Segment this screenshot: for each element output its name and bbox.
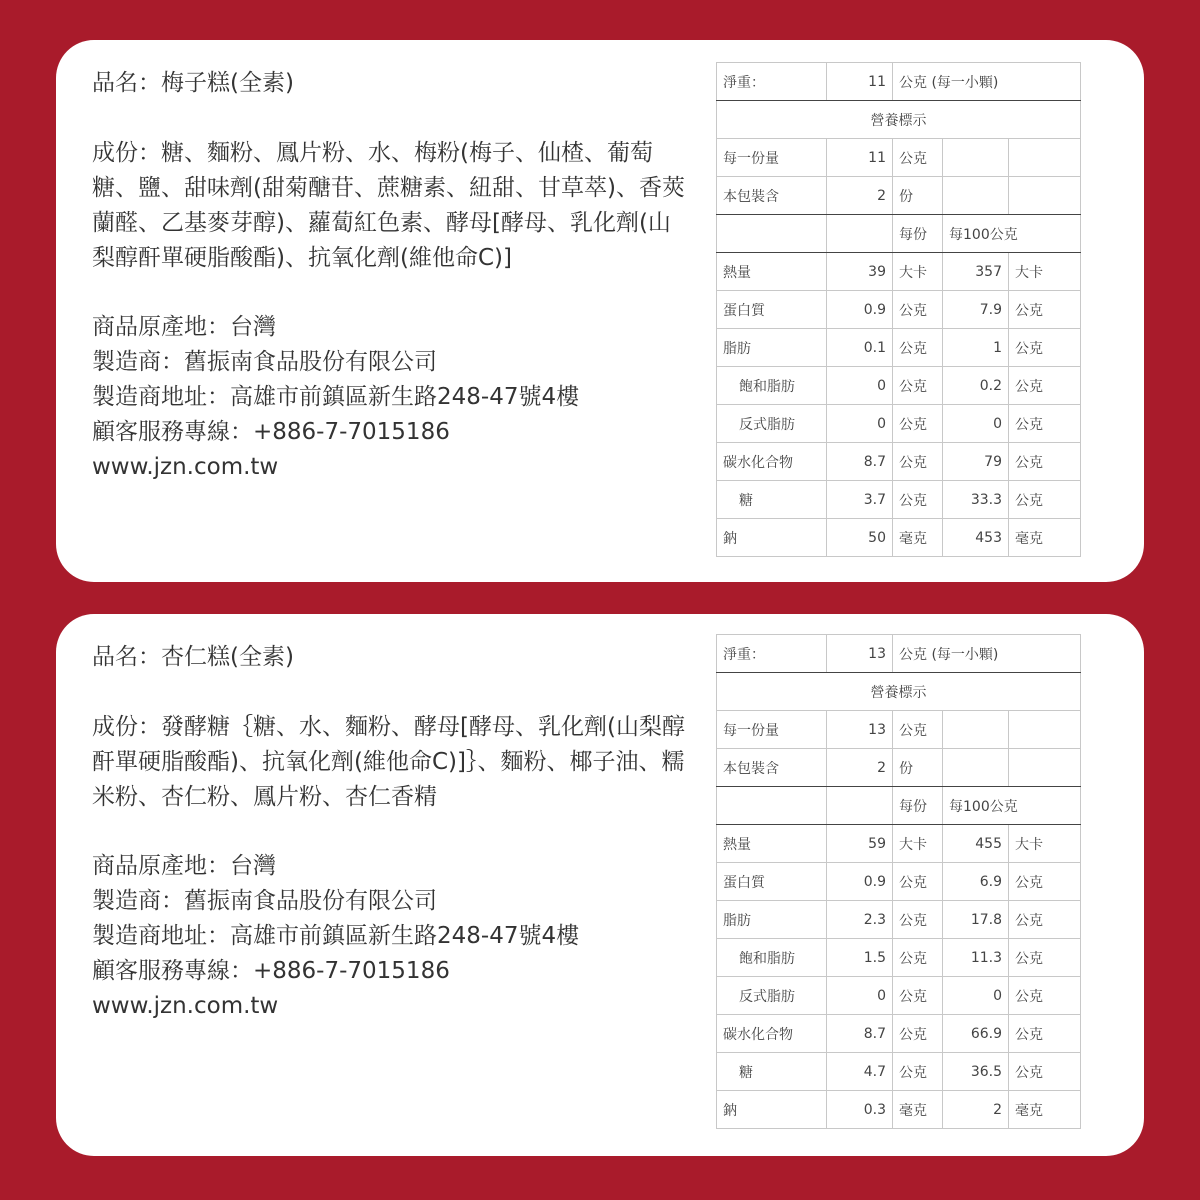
per-100g-unit: 公克 <box>1009 481 1081 519</box>
nutrient-row <box>717 977 1081 1015</box>
ingredients-text: 成份：糖、麵粉、鳳片粉、水、梅粉(梅子、仙楂、葡萄糖、鹽、甜味劑(甜菊醣苷、蔗糖素、紐甜、甘草萃)、香莢蘭醛、乙基麥芽醇)、蘿蔔紅色素、酵母[酵母、乳化劑(山梨醇酐單硬脂酸酯)、抗氧化劑(維他命C)] <box>92 140 685 271</box>
per-100g-value: 17.8 <box>943 901 1009 939</box>
empty-cell <box>943 177 1009 215</box>
nutrient-row <box>717 1053 1081 1091</box>
per-100g-value: 79 <box>943 443 1009 481</box>
per-serving-value: 0.1 <box>827 329 893 367</box>
serving-size-value: 11 <box>827 139 893 177</box>
per-100g-unit: 公克 <box>1009 291 1081 329</box>
serving-size-label: 每一份量 <box>717 139 827 177</box>
net-weight-unit: 公克 (每一小顆) <box>893 63 1081 101</box>
servings-per-pack-label: 本包裝含 <box>717 749 827 787</box>
per-serving-value: 0 <box>827 367 893 405</box>
nutrient-row <box>717 825 1081 863</box>
net-weight-value: 11 <box>827 63 893 101</box>
per-serving-unit: 公克 <box>893 863 943 901</box>
nutrient-row <box>717 901 1081 939</box>
nutrient-name: 碳水化合物 <box>717 443 827 481</box>
nutrient-row <box>717 291 1081 329</box>
servings-per-pack-unit: 份 <box>893 177 943 215</box>
serving-size-label: 每一份量 <box>717 711 827 749</box>
nutrition-heading: 營養標示 <box>717 673 1081 711</box>
nutrition-heading-row <box>717 101 1081 139</box>
per-serving-value: 0.3 <box>827 1091 893 1129</box>
per-serving-value: 0.9 <box>827 863 893 901</box>
nutrition-heading-row <box>717 673 1081 711</box>
per-100g-unit: 公克 <box>1009 863 1081 901</box>
empty-cell <box>1009 749 1081 787</box>
per-serving-unit: 公克 <box>893 901 943 939</box>
per-serving-value: 3.7 <box>827 481 893 519</box>
per-serving-value: 4.7 <box>827 1053 893 1091</box>
product-name: 品名：梅子糕(全素) <box>92 70 294 96</box>
nutrient-name: 鈉 <box>717 1091 827 1129</box>
nutrient-name: 熱量 <box>717 825 827 863</box>
nutrient-row <box>717 329 1081 367</box>
column-header-row <box>717 215 1081 253</box>
per-serving-value: 39 <box>827 253 893 291</box>
origin-text: 商品原產地：台灣 <box>92 853 276 879</box>
per-serving-value: 8.7 <box>827 443 893 481</box>
per-serving-unit: 公克 <box>893 367 943 405</box>
per-100g-value: 6.9 <box>943 863 1009 901</box>
per-100g-unit: 公克 <box>1009 1015 1081 1053</box>
per-100g-header: 每100公克 <box>943 215 1081 253</box>
nutrient-name: 飽和脂肪 <box>717 939 827 977</box>
empty-cell <box>827 215 893 253</box>
nutrient-name: 反式脂肪 <box>717 405 827 443</box>
serving-size-value: 13 <box>827 711 893 749</box>
nutrient-name: 蛋白質 <box>717 863 827 901</box>
nutrient-row <box>717 481 1081 519</box>
customer-hotline: 顧客服務專線：+886-7-7015186 <box>92 419 450 445</box>
per-serving-value: 59 <box>827 825 893 863</box>
net-weight-row <box>717 635 1081 673</box>
per-serving-value: 50 <box>827 519 893 557</box>
empty-cell <box>717 787 827 825</box>
per-100g-value: 11.3 <box>943 939 1009 977</box>
per-100g-value: 36.5 <box>943 1053 1009 1091</box>
per-100g-unit: 公克 <box>1009 977 1081 1015</box>
empty-cell <box>943 139 1009 177</box>
per-100g-unit: 公克 <box>1009 367 1081 405</box>
per-100g-value: 1 <box>943 329 1009 367</box>
per-serving-unit: 毫克 <box>893 1091 943 1129</box>
nutrient-row <box>717 519 1081 557</box>
servings-per-pack-row <box>717 749 1081 787</box>
nutrient-row <box>717 367 1081 405</box>
product-name: 品名：杏仁糕(全素) <box>92 644 294 670</box>
per-serving-unit: 公克 <box>893 1053 943 1091</box>
per-serving-unit: 公克 <box>893 443 943 481</box>
product-info <box>92 64 692 485</box>
origin-text: 商品原產地：台灣 <box>92 314 276 340</box>
nutrient-row <box>717 443 1081 481</box>
empty-cell <box>1009 177 1081 215</box>
manufacturer-text: 製造商：舊振南食品股份有限公司 <box>92 349 437 375</box>
per-100g-unit: 公克 <box>1009 1053 1081 1091</box>
manufacturer-text: 製造商：舊振南食品股份有限公司 <box>92 888 437 914</box>
per-100g-value: 0 <box>943 977 1009 1015</box>
per-serving-value: 2.3 <box>827 901 893 939</box>
product-card-almond-cake <box>56 614 1144 1156</box>
net-weight-unit: 公克 (每一小顆) <box>893 635 1081 673</box>
net-weight-label: 淨重： <box>717 635 827 673</box>
nutrient-name: 蛋白質 <box>717 291 827 329</box>
product-card-plum-cake <box>56 40 1144 582</box>
nutrient-name: 脂肪 <box>717 329 827 367</box>
serving-size-unit: 公克 <box>893 711 943 749</box>
nutrient-row <box>717 253 1081 291</box>
per-100g-unit: 公克 <box>1009 443 1081 481</box>
net-weight-label: 淨重： <box>717 63 827 101</box>
per-100g-value: 33.3 <box>943 481 1009 519</box>
per-serving-unit: 公克 <box>893 939 943 977</box>
per-serving-header: 每份 <box>893 215 943 253</box>
website-link[interactable]: www.jzn.com.tw <box>92 454 279 480</box>
servings-per-pack-label: 本包裝含 <box>717 177 827 215</box>
per-serving-value: 1.5 <box>827 939 893 977</box>
nutrient-name: 熱量 <box>717 253 827 291</box>
nutrient-name: 糖 <box>717 481 827 519</box>
customer-hotline: 顧客服務專線：+886-7-7015186 <box>92 958 450 984</box>
empty-cell <box>943 711 1009 749</box>
per-serving-value: 0 <box>827 405 893 443</box>
nutrient-name: 糖 <box>717 1053 827 1091</box>
nutrient-name: 碳水化合物 <box>717 1015 827 1053</box>
per-100g-value: 2 <box>943 1091 1009 1129</box>
per-100g-unit: 大卡 <box>1009 825 1081 863</box>
per-100g-unit: 公克 <box>1009 405 1081 443</box>
nutrition-table <box>716 634 1081 1129</box>
nutrient-row <box>717 1015 1081 1053</box>
manufacturer-address: 製造商地址：高雄市前鎮區新生路248-47號4樓 <box>92 384 580 410</box>
empty-cell <box>827 787 893 825</box>
per-100g-value: 455 <box>943 825 1009 863</box>
per-100g-value: 453 <box>943 519 1009 557</box>
per-serving-unit: 公克 <box>893 405 943 443</box>
per-100g-header: 每100公克 <box>943 787 1081 825</box>
empty-cell <box>717 215 827 253</box>
nutrient-name: 飽和脂肪 <box>717 367 827 405</box>
per-serving-value: 8.7 <box>827 1015 893 1053</box>
per-100g-value: 66.9 <box>943 1015 1009 1053</box>
product-info <box>92 638 692 1024</box>
servings-per-pack-value: 2 <box>827 177 893 215</box>
per-100g-unit: 公克 <box>1009 939 1081 977</box>
servings-per-pack-unit: 份 <box>893 749 943 787</box>
servings-per-pack-value: 2 <box>827 749 893 787</box>
serving-size-unit: 公克 <box>893 139 943 177</box>
nutrition-table <box>716 62 1081 557</box>
ingredients-text: 成份：發酵糖｛糖、水、麵粉、酵母[酵母、乳化劑(山梨醇酐單硬脂酸酯)、抗氧化劑(維他命C)]｝、麵粉、椰子油、糯米粉、杏仁粉、鳳片粉、杏仁香精 <box>92 714 685 810</box>
nutrient-name: 脂肪 <box>717 901 827 939</box>
nutrient-name: 反式脂肪 <box>717 977 827 1015</box>
net-weight-value: 13 <box>827 635 893 673</box>
empty-cell <box>943 749 1009 787</box>
column-header-row <box>717 787 1081 825</box>
per-serving-unit: 大卡 <box>893 825 943 863</box>
nutrient-row <box>717 405 1081 443</box>
per-serving-unit: 大卡 <box>893 253 943 291</box>
nutrient-row <box>717 939 1081 977</box>
per-serving-unit: 毫克 <box>893 519 943 557</box>
empty-cell <box>1009 711 1081 749</box>
serving-size-row <box>717 139 1081 177</box>
nutrient-row <box>717 863 1081 901</box>
per-100g-value: 7.9 <box>943 291 1009 329</box>
manufacturer-address: 製造商地址：高雄市前鎮區新生路248-47號4樓 <box>92 923 580 949</box>
per-100g-unit: 毫克 <box>1009 519 1081 557</box>
per-serving-value: 0.9 <box>827 291 893 329</box>
per-serving-value: 0 <box>827 977 893 1015</box>
net-weight-row <box>717 63 1081 101</box>
per-serving-unit: 公克 <box>893 329 943 367</box>
per-serving-unit: 公克 <box>893 481 943 519</box>
nutrient-name: 鈉 <box>717 519 827 557</box>
website-link[interactable]: www.jzn.com.tw <box>92 993 279 1019</box>
per-100g-value: 0.2 <box>943 367 1009 405</box>
per-serving-unit: 公克 <box>893 1015 943 1053</box>
per-serving-unit: 公克 <box>893 291 943 329</box>
servings-per-pack-row <box>717 177 1081 215</box>
per-100g-unit: 公克 <box>1009 901 1081 939</box>
per-100g-unit: 公克 <box>1009 329 1081 367</box>
per-100g-value: 0 <box>943 405 1009 443</box>
per-100g-unit: 毫克 <box>1009 1091 1081 1129</box>
per-100g-unit: 大卡 <box>1009 253 1081 291</box>
per-serving-unit: 公克 <box>893 977 943 1015</box>
nutrient-row <box>717 1091 1081 1129</box>
serving-size-row <box>717 711 1081 749</box>
per-100g-value: 357 <box>943 253 1009 291</box>
per-serving-header: 每份 <box>893 787 943 825</box>
nutrition-heading: 營養標示 <box>717 101 1081 139</box>
empty-cell <box>1009 139 1081 177</box>
